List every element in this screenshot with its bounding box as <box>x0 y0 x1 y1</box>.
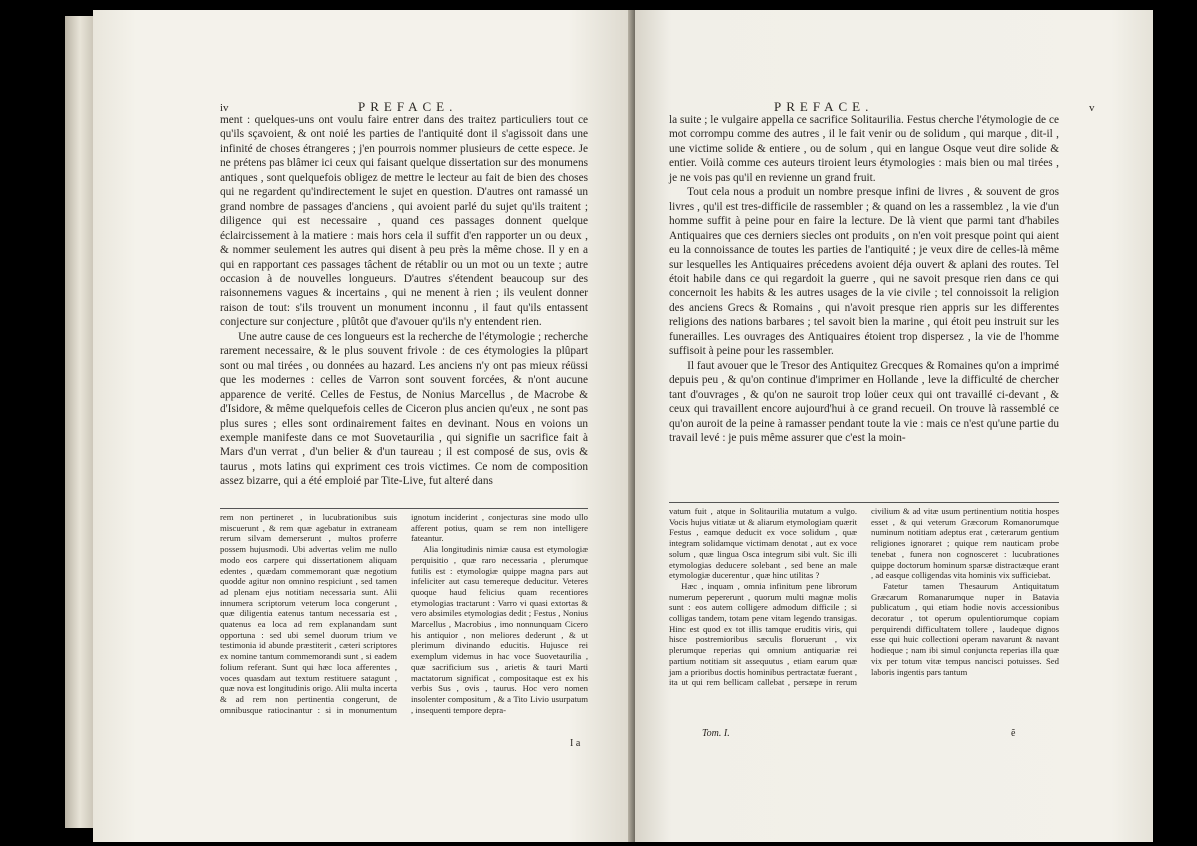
right-page <box>635 10 1153 842</box>
left-footnote-rule <box>220 508 588 509</box>
left-running-title: PREFACE. <box>358 99 458 114</box>
right-paragraph-3: Il faut avouer que le Tresor des Antiquitez Grecques & Romaines qu'on a imprimé depuis peu , & qu'on continue d'imprimer en Hollande , leve la difficulté de chercher tant d'ouvrages , & qu'on ne sauroit trop loüer ceux qui ont travaillé ci-devant , & ceux qui travaillent encore aujourd'hui à ce grand recueil. On trouve là rassemblé ce qu'on auroit de la peine à ramasser pendant toute la vie : mais ce n'est qu'une partie du travail levé : je puis même assurer que c'est la moin- <box>669 359 1060 444</box>
left-page <box>93 10 633 842</box>
right-note-3: Fatetur tamen Thesaurum Antiquitatum Græcarum Romanarumque nuper in Batavia publicatum , qui etiam hodie novis accessionibus decoratur , tot operum opulentiorumque copiam perquirendi difficultatem tollere , laudeque dignos esse qui huic collectioni operam navarunt & navant hodieque ; nam ibi simul conjuncta reperias illa quæ vix per totum vitæ tempus nancisci potuisses. Sed laboris ingentis pars tantum <box>871 580 1059 677</box>
signature-tome: Tom. I. <box>702 728 730 739</box>
right-paragraph-2: Tout cela nous a produit un nombre presque infini de livres , & souvent de gros livres , qu'il est tres-difficile de rassembler ; & quand on les a rassemblez , la vie d'un homme suffit à peine pour en faire la lecture. De là vient que parmi tant d'habiles Antiquaires que ces derniers siecles ont produits , on n'en voit presque point qui aient eu la connoissance de toutes les parties de l'antiquité ; je veux dire de celles-là même sur lesquelles les Antiquaires précedens avoient déja ouvert & aplani des routes. Tel étoit habile dans ce qui regardoit la guerre , qui ne savoit presque rien dans ce qui concernoit les habits & les autres usages de la vie civile ; tel connoissoit la religion des anciens Grecs & Romains , qui n'avoit presque rien appris sur les differentes religions des nations barbares ; tel savoit bien la marine , qui étoit peu instruit sur les funerailles. Les ouvrages des Antiquaires étoient trop dispersez , la vie de l'homme suffisoit à peine pour les rassembler. <box>669 186 1059 358</box>
right-footnote-rule <box>669 502 1059 503</box>
left-paragraph-2: Une autre cause de ces longueurs est la recherche de l'étymologie ; recherche rarement necessaire, & le plus souvent frivole : de ces étymologies la plûpart sont ou mal tirées , ou données au hazard. Les anciens n'y ont pas mieux réüssi que les modernes : celles de Varron sont souvent forcées, & n'ont aucune apparence de verité. Celles de Festus, de Nonius Marcellus , de Macrobe & d'Isidore, & même quelquefois celles de Ciceron plus ancien qu'eux , ne sont pas plus sures ; elles sont ordinairement faites en devinant. Nous en voions un exemple manifeste dans ce mot Suovetaurilia , qui signifie un sacrifice fait à Mars d'un verrat , d'un belier & d'un taureau ; il est composé de sus, ovis & taurus , mots latins qui expriment ces trois victimes. Ce nom de composition assez bizarre, qui a été emploié par Tite-Live, fut alteré dans <box>220 330 588 488</box>
right-note-2: Hæc , inquam , omnia infinitum pene librorum numerum pepererunt , quorum multi magnæ molis sunt : eos autem colligere admodum difficile ; si colligas tandem, totam pene vitam legendo transigas. Hinc est quod ex tot illis tamque eruditis viris, qui hisce postremioribus sæculis floruerunt , vix plerumque reperias qui omnium antiquariæ rei partium notitiam sit assequutus , etiam earum quæ jam a prioribus doctis hominibus pertractatæ fuerant , ita ut qui rem bellicam callebat , persæpe in rerum civilium & ad vitæ usum pertinentium notitia hospes esset , & qui veterum Græcorum Romanorumque numinum notitiam adeptus erat , cæterarum gentium religiones ignoraret ; quique rem nauticam probe tenebat , funera non cognosceret : lucubrationes quippe doctorum hominum sparsæ distractæque erant , ad easque colligendas vita hominis vix sufficiebat. <box>669 506 1059 688</box>
right-paragraph-1: la suite ; le vulgaire appella ce sacrifice Solitaurilia. Festus cherche l'étymologie de ce mot corrompu comme des autres , il le fait venir ou de solidum , qui marque , dit-il , une victime solide & entiere , ou de solum , qui en langue Osque veut dire solide & entier. Voilà comme ces auteurs tiroient leurs étymologies : mais bien ou mal tirées , je ne vois pas qu'il en revienne un grand fruit. <box>669 114 1059 184</box>
page-stack-edge <box>65 16 95 828</box>
left-paragraph-1: ment : quelques-uns ont voulu faire entrer dans des traitez particuliers tout ce qu'ils sçavoient, & ont noié les parties de l'antiquité dont il s'agissoit dans une infinité de choses étrangeres ; j'en pourrois nommer plusieurs de cette espece. Je ne prétens pas blâmer ici ceux qui faisant quelque dissertation sur des monumens antiques , sont quelquefois obligez de mettre le lecteur au fait de bien des choses qui ne regardent qu'indirectement le sujet en question. D'autres ont ramassé un grand nombre de passages d'anciens , qui avoient parlé du sujet qu'ils traitent ; diligence qui est necessaire , quand ces passages donnent quelque éclaircissement à la matiere : mais hors cela il suffit d'en rapporter un ou deux , & nommer seulement les autres qui disent à peu près la même chose. Il y en a qui en rapportant ces passages tâchent de rétablir ou un mot ou un texte ; autre occasion à de nouvelles longueurs. D'autres s'étendent beaucoup sur des raisonnemens vagues & incertains , qui ne menent à rien ; ils veulent donner raison de tout: s'ils trouvent un monument inconnu , il faut qu'ils entassent conjecture sur conjecture , plûtôt que d'avouer qu'ils n'y entendent rien. <box>220 114 588 329</box>
left-note-1: rem non pertineret , in lucubrationibus suis miscuerunt , & rem quæ agebatur in extraneam rerum silvam demerserunt , multos proferre possem hujusmodi. Ubi advertas velim me nullo modo eos carpere qui dissertationem aliquam edentes , quædam commemorant quæ negotium quodde agitur non omnino respiciunt , sed tamen ad plenam ejus notitiam necessaria sunt. Alii innumera scriptorum veterum loca congerunt , quæ diligentia eatenus tantum necessaria est , quatenus ea loca ad rem explanandam sunt opportuna : sed ubi semel duorum trium ve testimonia id abunde præstiterit , cæteri scriptores ex nomine tantum commemorandi sunt , si eadem folium referant. Sunt qui hæc loca afferentes , voces quasdam aut textum restituere satagunt , quæ nova est longitudinis origo. Alii multa incerta & ad rem non pertinentia congerunt, de omnibusque ratiocinantur : si in monumentum ignotum inciderint , conjecturas sine modo ullo afferent potius, quam se rem non intelligere fateantur. <box>220 512 588 715</box>
book-spread <box>63 10 1153 842</box>
left-latin-notes <box>220 512 588 737</box>
left-catchword: I a <box>570 738 581 749</box>
left-folio: iv <box>220 102 229 114</box>
left-note-2: Alia longitudinis nimiæ causa est etymologiæ perquisitio , quæ raro necessaria , plerumque futilis est : etymologiæ quippe magna pars aut infeliciter aut casu temereque deducitur. Veteres quoque haud felicius quam recentiores etymologias tractarunt : Varro vi quasi extortas & vero absimiles etymologias dedit ; Festus , Nonius Marcellus , Macrobius , imo nonnunquam Cicero his antiquior , non meliores dederunt , & ut plerimum divinando educitis. Hujusce rei exemplum videmus in hac voce Suovetaurilia , quæ sacrificium sus , arietis & tauri Marti mactatorum significat , compositaque est ex his verbis Sus , ovis , taurus. Hoc vero nomen insolenter compositum , & a Tito Livio usurpatum , insequenti tempore depra- <box>411 544 588 715</box>
right-folio: v <box>1089 102 1095 114</box>
right-running-title: PREFACE. <box>774 99 874 114</box>
right-main-text <box>669 113 1059 445</box>
right-note-1: vatum fuit , atque in Solitaurilia mutatum a vulgo. Vocis hujus vitiatæ ut & aliarum etymologiam quærit Festus , eamque deducit ex voce solidum , quæ integram solidamque victimam denotat , aut ex voce solum , quæ lingua Osca integrum sibi vult. Sic illi etymologias deducere solebant , sed bene an male etymologiæ ducerentur , quæ hinc utilitas ? <box>669 506 857 581</box>
right-latin-notes <box>669 506 1059 724</box>
left-main-text <box>220 113 588 489</box>
signature-mark: ẽ <box>1011 728 1016 739</box>
